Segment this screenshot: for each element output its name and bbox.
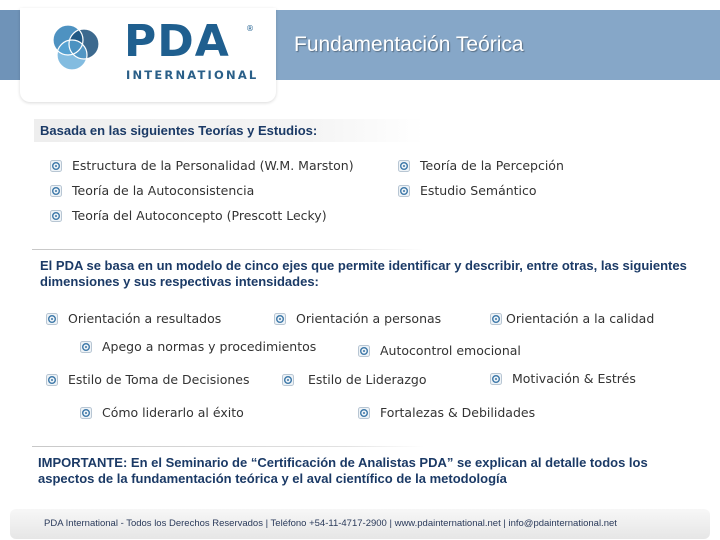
dimension-item-label: Autocontrol emocional <box>380 343 521 358</box>
dimension-item-label: Orientación a resultados <box>68 311 222 326</box>
theory-item <box>50 183 254 198</box>
dimension-item-label: Cómo liderarlo al éxito <box>102 405 244 420</box>
section-divider <box>32 249 424 250</box>
dimension-item <box>274 311 441 326</box>
theory-item-label: Estudio Semántico <box>420 183 537 198</box>
swirl-bullet-icon <box>46 374 58 386</box>
logo-subtitle: INTERNATIONAL <box>126 68 259 82</box>
swirl-bullet-icon <box>358 407 370 419</box>
section-divider <box>32 446 424 447</box>
dimension-item <box>358 343 521 358</box>
header-band-accent <box>0 10 20 80</box>
model-description: El PDA se basa en un modelo de cinco ejes que permite identificar y describir, entre otras, las siguientes dimensiones y sus respectivas intensidades: <box>40 258 687 289</box>
swirl-bullet-icon <box>50 185 62 197</box>
swirl-bullet-icon <box>398 185 410 197</box>
pda-logo-circles-icon <box>48 22 108 74</box>
footer-text: PDA International - Todos los Derechos Reservados | Teléfono +54-11-4717-2900 | www.pdainternational.net | info@pdainternational.net <box>44 518 617 529</box>
dimension-item-label: Estilo de Liderazgo <box>308 372 427 387</box>
theories-heading: Basada en las siguientes Teorías y Estudios: <box>34 119 424 142</box>
swirl-bullet-icon <box>490 373 502 385</box>
dimension-item <box>490 371 636 386</box>
dimension-item-label: Motivación & Estrés <box>512 371 636 386</box>
dimension-item <box>80 405 244 420</box>
theory-item <box>50 208 327 223</box>
theory-item-label: Estructura de la Personalidad (W.M. Marston) <box>72 158 354 173</box>
dimension-item <box>46 311 221 326</box>
swirl-bullet-icon <box>50 210 62 222</box>
swirl-bullet-icon <box>80 341 92 353</box>
page-title: Fundamentación Teórica <box>294 33 524 56</box>
dimension-item <box>358 405 535 420</box>
dimension-item-label: Apego a normas y procedimientos <box>102 339 317 354</box>
dimension-item <box>282 372 426 387</box>
logo-registered-mark: ® <box>246 24 254 33</box>
dimension-item-label: Orientación a la calidad <box>506 311 655 326</box>
theory-item-label: Teoría de la Percepción <box>420 158 564 173</box>
theory-item-label: Teoría de la Autoconsistencia <box>72 183 255 198</box>
swirl-bullet-icon <box>50 160 62 172</box>
swirl-bullet-icon <box>490 313 502 325</box>
important-note: IMPORTANTE: En el Seminario de “Certificación de Analistas PDA” se explican al detalle todos los aspectos de la fundamentación teórica y el aval científico de la metodología <box>38 455 648 486</box>
logo-card <box>20 8 276 102</box>
swirl-bullet-icon <box>274 313 286 325</box>
swirl-bullet-icon <box>80 407 92 419</box>
dimension-item-label: Fortalezas & Debilidades <box>380 405 536 420</box>
logo-name: PDA <box>124 16 230 67</box>
footer-bar <box>10 509 710 539</box>
dimension-item <box>46 372 249 387</box>
theory-item <box>398 158 564 173</box>
swirl-bullet-icon <box>282 374 294 386</box>
dimension-item-label: Orientación a personas <box>296 311 442 326</box>
theory-item <box>50 158 354 173</box>
dimension-item <box>490 311 654 326</box>
theory-item-label: Teoría del Autoconcepto (Prescott Lecky) <box>72 208 327 223</box>
dimension-item-label: Estilo de Toma de Decisiones <box>68 372 250 387</box>
swirl-bullet-icon <box>46 313 58 325</box>
theory-item <box>398 183 537 198</box>
swirl-bullet-icon <box>398 160 410 172</box>
swirl-bullet-icon <box>358 345 370 357</box>
dimension-item <box>80 339 316 354</box>
